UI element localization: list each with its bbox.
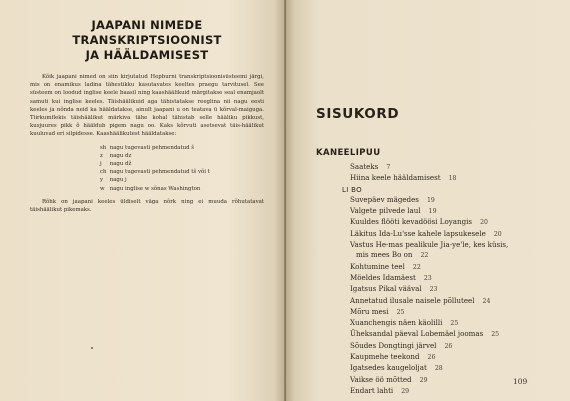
- intro-paragraph: Kõik jaapani nimed on siin kirjutatud Hepburni transkriptsioonisüsteemi järgi, mis on enamikus ladina tähestikku kasutavates keeltes praegu tarvitusel. See süsteem on loodud inglise keele baasil ning kaashäälikuid märgitakse seal enamjaolt samuti kui inglise keeles. Täishäälikuid aga tähistatakse reeglina nii nagu eesti keeles ja nõnda neid ka hääldatakse, ainult jaapani u on teatava ü kõrval-maiguga. Tiirkumflekis täishäälikut märkiva tähe kohal tähistab selle hääliku pikkust, kusjuures pikk õ hääldub pigem nagu oo. Kaks kõrvuti asetsevat täis-häälikut kuuluvad eri silpidesse. Kaashäälikutest hääldatakse:: [30, 74, 264, 138]
- toc-entry: [342, 173, 562, 184]
- contents-heading: SISUKORD: [316, 106, 400, 122]
- toc-entry-page: 23: [429, 286, 438, 294]
- toc-entry-page: 24: [482, 297, 491, 305]
- toc-entry: [342, 162, 562, 173]
- toc-entry-title: Xuanchengis näen käolilli: [350, 318, 443, 328]
- toc-entry: [342, 386, 562, 397]
- toc-entry-page: 19: [428, 208, 437, 216]
- stress-paragraph: Rõhk on jaapani keeles üldiselt väga nõrk ning ei muuda rõhutatavat täishäälikut pikemaks.: [30, 198, 264, 214]
- toc-entry-title: Möeldes Idamäest: [350, 272, 416, 282]
- pronunciation-item: [100, 168, 264, 176]
- toc-entry-page: 25: [491, 331, 500, 339]
- pronunciation-list: [100, 144, 264, 193]
- toc-entry: [342, 296, 562, 307]
- right-page: [286, 0, 570, 401]
- toc-entry-page: 19: [426, 196, 435, 204]
- toc-entry-title: mis mees Bo on: [356, 250, 413, 260]
- pronunciation-letter: j: [100, 161, 102, 168]
- pronunciation-letter: ch: [100, 169, 107, 176]
- toc-entry-title: LI BO: [342, 185, 362, 194]
- pronunciation-text: nagu dž: [109, 161, 132, 168]
- toc-entry: [342, 341, 562, 352]
- pronunciation-letter: sh: [100, 144, 107, 151]
- toc-entry-page: 20: [493, 230, 502, 238]
- pronunciation-letter: w: [100, 185, 105, 192]
- toc-entry: [342, 352, 562, 363]
- toc-entry-page: 23: [423, 274, 432, 282]
- toc-entry-page: 25: [396, 308, 405, 316]
- pronunciation-item: [100, 185, 264, 193]
- pronunciation-text: nagu tugevasti pehmendatud tš või t: [109, 169, 210, 176]
- toc-entry-title: Üheksandal päeval Lobemäel joomas: [350, 329, 484, 339]
- toc-entry: [342, 250, 562, 261]
- toc-entry-title: Saateks: [350, 162, 379, 171]
- toc-entry-title: Kaupmehe teekond: [350, 352, 420, 362]
- pronunciation-text: nagu j: [109, 177, 127, 184]
- toc-entry: [342, 240, 562, 250]
- toc-entry: [342, 363, 562, 374]
- toc-entry-title: Kohtumine teel: [350, 261, 405, 271]
- toc-entry: [342, 262, 562, 273]
- toc-entry-title: Läkitus Ida-Lu'sse kahele lapsukesele: [350, 228, 486, 238]
- left-page-title-line-1: JAAPANI NIMEDE TRANSKRIPTSIOONIST: [72, 18, 222, 47]
- page-number: 109: [513, 377, 528, 386]
- pronunciation-item: [100, 152, 264, 160]
- toc-entry-title: Mõru mesi: [350, 306, 389, 316]
- toc-entry-page: 18: [448, 175, 457, 183]
- toc-entry-page: 25: [450, 320, 459, 328]
- toc-entry-page: 29: [401, 387, 410, 395]
- toc-entry: [342, 284, 562, 295]
- toc-entry-title: Sõudes Dongtingi järvel: [350, 340, 437, 350]
- toc-entry: [342, 229, 562, 240]
- toc-entry-page: 22: [420, 252, 429, 260]
- toc-entry-title: Vastus He-mas pealikule Jia-ye'le, kes küsis,: [350, 240, 509, 250]
- toc-entry: [342, 329, 562, 340]
- pronunciation-item: [100, 144, 264, 152]
- toc-entry-title: Hiina keele hääldamisest: [350, 173, 441, 183]
- toc-entry: [342, 217, 562, 228]
- toc-entry-title: Kuuldes flööti kevadöösi Loyangis: [350, 217, 473, 227]
- toc-entry: [342, 307, 562, 318]
- page-speck: [91, 347, 93, 349]
- toc-entry-page: 26: [444, 342, 453, 350]
- pronunciation-letter: y: [100, 177, 104, 184]
- toc-entry-title: Suvepäev mägedes: [350, 194, 419, 204]
- toc-entry: [342, 273, 562, 284]
- toc-entry-title: Annetatud ilusale naisele põlluteel: [350, 295, 475, 305]
- pronunciation-text: nagu tugevasti pehmendatud š: [109, 144, 195, 151]
- pronunciation-item: [100, 160, 264, 168]
- toc-entry: [342, 375, 562, 386]
- pronunciation-letter: z: [100, 152, 103, 159]
- toc-entry: [342, 206, 562, 217]
- section-title: KANEELIPUU: [316, 148, 381, 158]
- pronunciation-text: nagu dz: [109, 152, 132, 159]
- toc-entry-page: 22: [412, 263, 421, 271]
- toc-entry-title: Igatsus Pikal vääval: [350, 284, 422, 294]
- toc-entry-title: Valgete pilvede laul: [350, 206, 421, 216]
- pronunciation-text: nagu inglise w sõnas Washington: [109, 185, 201, 192]
- toc-entry-page: 20: [480, 219, 488, 227]
- table-of-contents: [342, 162, 562, 397]
- left-page-title-line-2: JA HÄÄLDAMISEST: [85, 48, 209, 62]
- toc-entry-page: 29: [419, 376, 428, 384]
- toc-entry-page: 26: [427, 354, 436, 362]
- toc-entry-title: Igatsedes kaugeloljat: [350, 363, 427, 373]
- toc-entry-page: 7: [386, 164, 391, 171]
- toc-entry: [342, 195, 562, 206]
- left-page-title: [30, 18, 264, 63]
- toc-entry-title: Vaikse öö mõtted: [350, 374, 412, 384]
- toc-entry: [342, 318, 562, 329]
- toc-entry-title: Endart lahti: [350, 385, 394, 395]
- toc-group-heading: [342, 185, 562, 195]
- pronunciation-item: [100, 176, 264, 184]
- toc-entry-page: 28: [434, 365, 443, 373]
